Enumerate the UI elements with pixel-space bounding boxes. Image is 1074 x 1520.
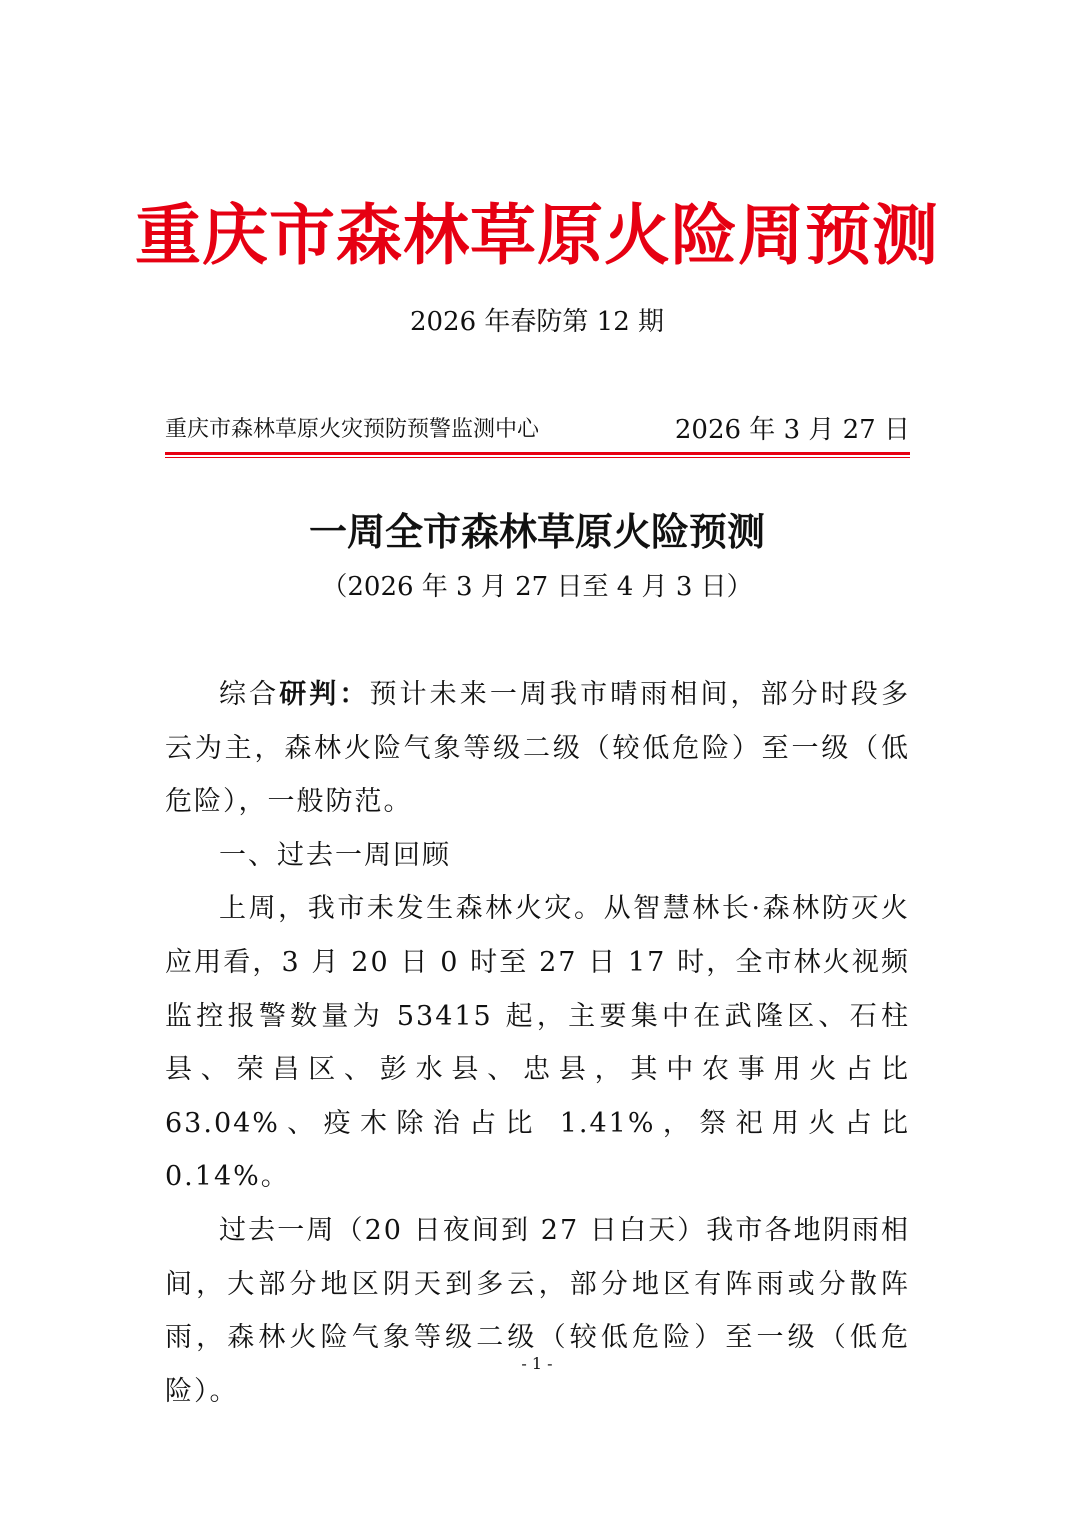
summary-label-colon: ：	[339, 679, 370, 710]
summary-paragraph	[165, 668, 910, 829]
summary-label-prefix: 综合	[219, 679, 280, 710]
document-body	[165, 668, 910, 1418]
summary-label-bold: 研判	[279, 679, 340, 710]
page-number: - 1 -	[521, 1354, 553, 1373]
issue-date: 2026 年 3 月 27 日	[674, 415, 910, 445]
summary-text: 预计未来一周我市晴雨相间，部分时段多云为主，森林火险气象等级二级（较低危险）至一级（低危险），一般防范。	[165, 679, 911, 818]
issuer-name: 重庆市森林草原火灾预防预警监测中心	[165, 417, 540, 442]
red-divider-thin	[165, 457, 910, 458]
masthead-title: 重庆市森林草原火险周预测	[135, 196, 939, 274]
weather-paragraph: 过去一周（20 日夜间到 27 日白天）我市各地阴雨相间，大部分地区阴天到多云，部分地区有阵雨或分散阵雨，森林火险气象等级二级（较低危险）至一级（低危险）。	[165, 1214, 910, 1407]
section-heading: 一、过去一周回顾	[219, 839, 451, 871]
issuer-row	[165, 410, 910, 450]
review-paragraph: 上周，我市未发生森林火灾。从智慧林长·森林防灭火应用看，3 月 20 日 0 时至 27 日 17 时，全市林火视频监控报警数量为 53415 起，主要集中在武隆区、石柱县、荣昌区、彭水县、忠县，其中农事用火占比 63.04%、疫木除治占比 1.41%，祭祀用火占比 0.14%。	[165, 893, 910, 1193]
red-divider-thick	[165, 452, 910, 455]
issue-number: 2026 年春防第 12 期	[409, 307, 665, 337]
forecast-period: （2026 年 3 月 27 日至 4 月 3 日）	[321, 572, 753, 602]
summary-label	[219, 679, 369, 710]
document-title: 一周全市森林草原火险预测	[308, 509, 765, 554]
